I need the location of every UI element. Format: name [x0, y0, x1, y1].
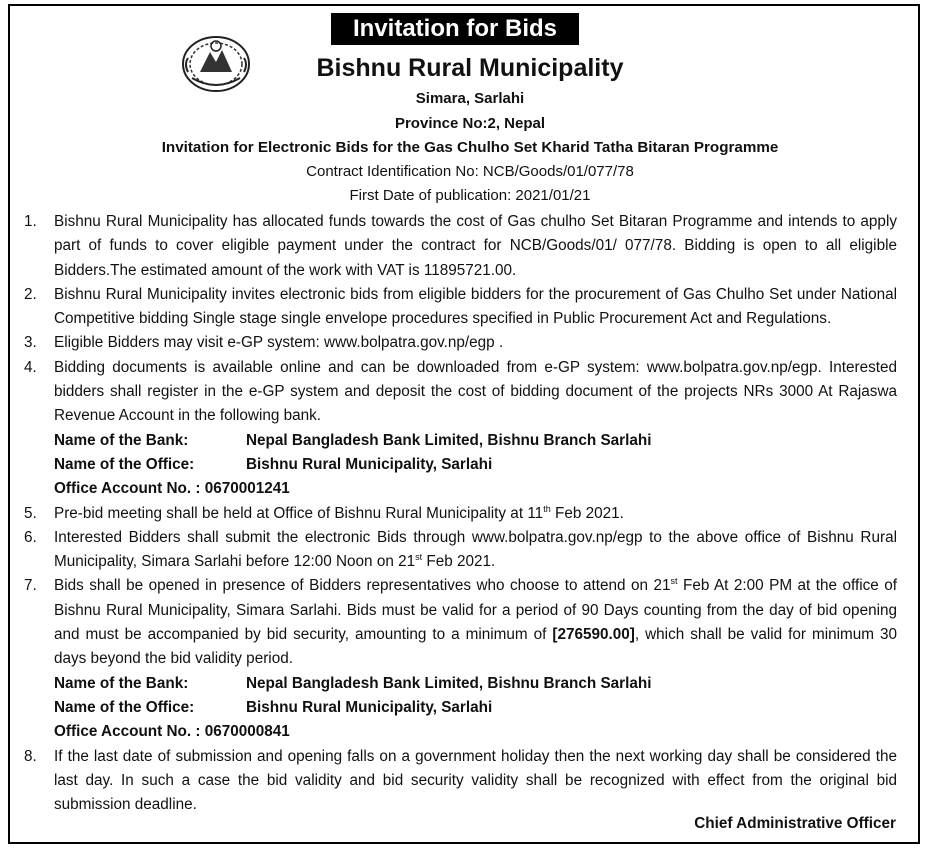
item-text: If the last date of submission and opening falls on a government holiday then the next working day shall be considered the last day. In such a case the bid validity and bid security validity shall be recognized with effect from the original bid submission deadline.: [54, 747, 897, 814]
account-label: Office Account No. :: [54, 723, 201, 741]
item-number: 4.: [24, 358, 37, 376]
item-text: Pre-bid meeting shall be held at Office of Bishnu Rural Municipality at 11: [54, 504, 544, 522]
notice-banner: Invitation for Bids: [331, 13, 579, 45]
item-text: Interested Bidders shall submit the electronic Bids through www.bolpatra.gov.np/egp to the above office of Bishnu Rural Municipality, Simara Sarlahi before 12:00 Noon on 21: [54, 528, 897, 571]
ordinal-suffix: st: [670, 576, 678, 587]
item-number: 7.: [24, 577, 37, 595]
bank-label: Name of the Bank:: [54, 674, 189, 692]
item-text: Bidding documents is available online and can be downloaded from e-GP system: www.bolpatra.gov.np/egp. Interested bidders shall register in the e-GP system and deposit the cost of bidding document of the projects NRs 3000 At Rajaswa Revenue Account in the following bank.: [54, 358, 897, 425]
item-text: Bids shall be opened in presence of Bidders representatives who choose to attend on 21: [54, 577, 671, 595]
item-number: 1.: [24, 213, 37, 230]
location-line: Simara, Sarlahi: [415, 90, 525, 107]
item-text: Bishnu Rural Municipality has allocated funds towards the cost of Gas chulho Set Bitaran Programme and intends to apply part of funds to cover eligible payment under the contract for NCB/Goods/01/ 077/78. Bidding is open to all eligible Bidders.The estimated amount of the work with VAT is 11895721.00.: [54, 213, 897, 279]
office-label: Name of the Office:: [54, 455, 195, 473]
office-label: Name of the Office:: [54, 698, 195, 716]
item-number: 5.: [24, 504, 37, 522]
office-value: Bishnu Rural Municipality, Sarlahi: [246, 455, 493, 473]
item-text-mid: Feb At 2:00 PM at the office of Bishnu Rural Municipality, Simara Sarlahi. Bids must be valid for a period of 90 Days counting from the day of bid opening and must be accompanied by bid security, amounting to a minimum of: [54, 577, 897, 644]
list-item: [24, 356, 897, 429]
bank-details-2: [24, 672, 897, 745]
item-number: 6.: [24, 528, 37, 546]
item-number: 8.: [24, 747, 37, 765]
item-text-end: Feb 2021.: [422, 553, 496, 571]
notice-items: [24, 210, 897, 817]
province-line: Province No:2, Nepal: [394, 115, 546, 132]
office-value: Bishnu Rural Municipality, Sarlahi: [246, 698, 493, 716]
list-item: [24, 283, 897, 332]
bank-value: Nepal Bangladesh Bank Limited, Bishnu Branch Sarlahi: [246, 674, 652, 692]
list-item: [24, 502, 897, 526]
item-text-end: , which shall be valid for minimum 30 days beyond the bid validity period.: [54, 626, 897, 668]
list-item: [24, 745, 897, 818]
ordinal-suffix: th: [543, 503, 551, 514]
list-item: [24, 526, 897, 575]
contract-id-line: Contract Identification No: NCB/Goods/01/077/78: [306, 163, 634, 180]
subject-line: Invitation for Electronic Bids for the Gas Chulho Set Kharid Tatha Bitaran Programme: [161, 139, 779, 156]
bank-value: Nepal Bangladesh Bank Limited, Bishnu Branch Sarlahi: [246, 431, 652, 449]
bank-details-1: [24, 429, 897, 502]
list-item: [24, 331, 897, 355]
list-item: [24, 210, 897, 283]
item-text: Eligible Bidders may visit e-GP system: www.bolpatra.gov.np/egp .: [54, 334, 504, 352]
item-number: 2.: [24, 285, 37, 303]
signoff: Chief Administrative Officer: [694, 815, 896, 832]
account-value: 0670000841: [204, 723, 290, 741]
bank-label: Name of the Bank:: [54, 431, 189, 449]
account-label: Office Account No. :: [54, 480, 201, 498]
item-number: 3.: [24, 334, 37, 352]
item-text: Bishnu Rural Municipality invites electronic bids from eligible bidders for the procurement of Gas Chulho Set under National Competitive bidding Single stage single envelope procedures specified in Public Procurement Act and Regulations.: [54, 285, 897, 328]
list-item: [24, 574, 897, 671]
publication-date-line: First Date of publication: 2021/01/21: [349, 187, 591, 204]
item-text-end: Feb 2021.: [550, 504, 624, 522]
account-value: 0670001241: [204, 480, 290, 498]
ordinal-suffix: st: [415, 552, 423, 563]
bid-security-amount: [276590.00]: [552, 626, 635, 644]
organization-name: Bishnu Rural Municipality: [316, 54, 624, 82]
